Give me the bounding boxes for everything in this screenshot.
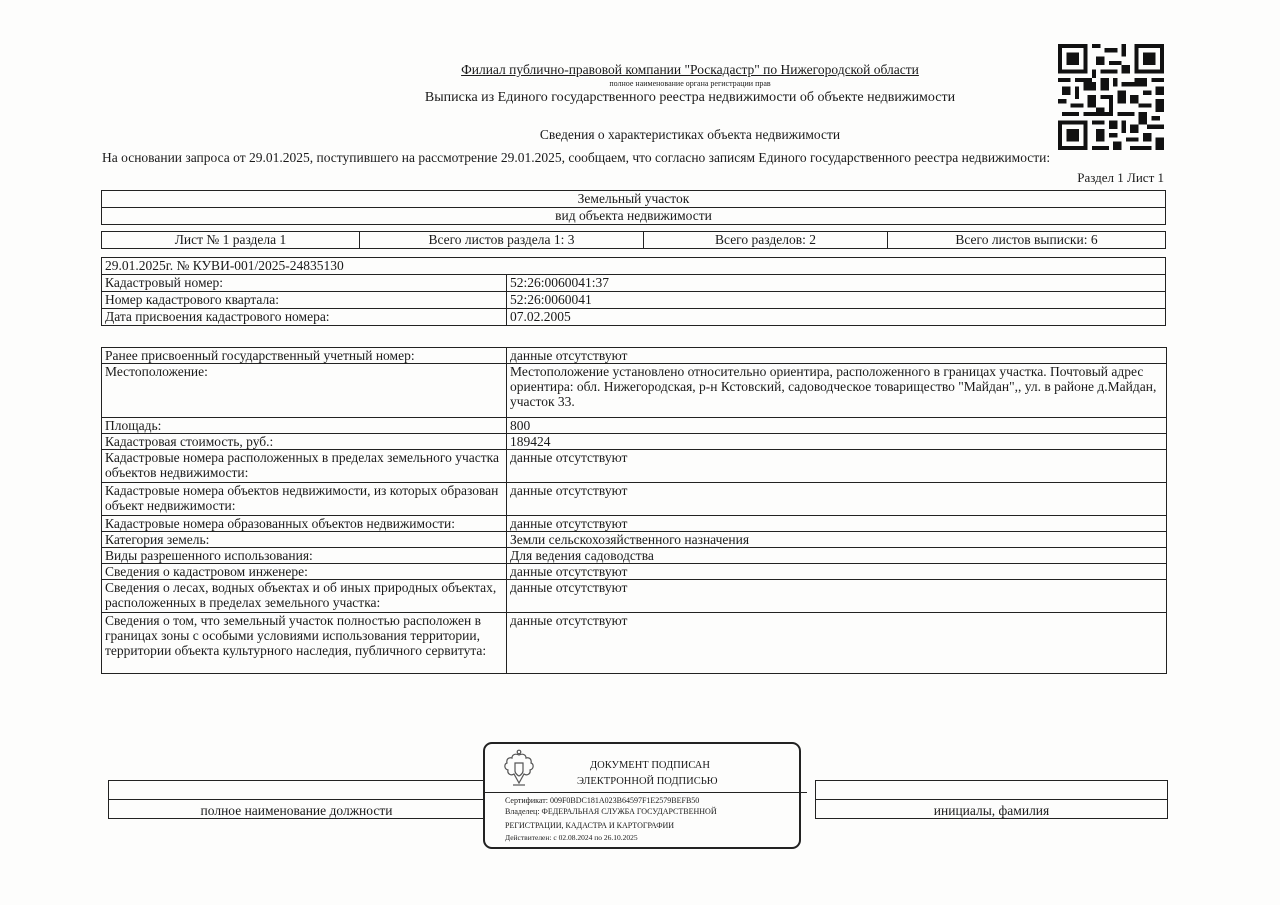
extract-sheets-total: Всего листов выписки: 6 bbox=[888, 232, 1166, 249]
ident-label: Кадастровый номер: bbox=[102, 275, 507, 292]
detail-label: Категория земель: bbox=[102, 532, 507, 548]
detail-value: Для ведения садоводства bbox=[507, 548, 1167, 564]
object-type-table bbox=[101, 190, 1166, 225]
qr-code-icon bbox=[1058, 44, 1164, 150]
ident-label: Дата присвоения кадастрового номера: bbox=[102, 309, 507, 326]
stamp-owner-2: РЕГИСТРАЦИИ, КАДАСТРА И КАРТОГРАФИИ bbox=[505, 821, 675, 830]
stamp-certificate: Сертификат: 009F0BDC181A023B64597F1E2579BEFB50 bbox=[505, 796, 700, 805]
table-row bbox=[102, 532, 1167, 548]
detail-value: 800 bbox=[507, 418, 1167, 434]
details-table bbox=[101, 347, 1167, 674]
table-row bbox=[102, 483, 1167, 516]
ident-value: 52:26:0060041:37 bbox=[507, 275, 1166, 292]
position-caption: полное наименование должности bbox=[109, 800, 485, 819]
table-row bbox=[102, 434, 1167, 450]
detail-value: данные отсутствуют bbox=[507, 516, 1167, 532]
sheets-table bbox=[101, 231, 1166, 249]
section-sheets-total: Всего листов раздела 1: 3 bbox=[360, 232, 644, 249]
detail-value: данные отсутствуют bbox=[507, 348, 1167, 364]
stamp-title-1: ДОКУМЕНТ ПОДПИСАН bbox=[590, 760, 710, 771]
detail-label: Кадастровая стоимость, руб.: bbox=[102, 434, 507, 450]
detail-label: Кадастровые номера расположенных в пределах земельного участка объектов недвижимости: bbox=[102, 450, 507, 483]
object-type: Земельный участок bbox=[102, 191, 1166, 208]
page-reference: Раздел 1 Лист 1 bbox=[1077, 170, 1164, 185]
detail-value: 189424 bbox=[507, 434, 1167, 450]
detail-value: Земли сельскохозяйственного назначения bbox=[507, 532, 1167, 548]
table-row bbox=[102, 564, 1167, 580]
stamp-owner-1: Владелец: ФЕДЕРАЛЬНАЯ СЛУЖБА ГОСУДАРСТВЕННОЙ bbox=[505, 807, 717, 816]
table-row bbox=[102, 580, 1167, 613]
name-caption: инициалы, фамилия bbox=[816, 800, 1168, 819]
basis-text: На основании запроса от 29.01.2025, поступившего на рассмотрение 29.01.2025, сообщаем, что согласно записям Единого государственного реестра недвижимости: bbox=[102, 150, 1051, 165]
table-row bbox=[102, 548, 1167, 564]
detail-value: данные отсутствуют bbox=[507, 483, 1167, 516]
detail-label: Сведения о лесах, водных объектах и об иных природных объектах, расположенных в пределах земельного участка: bbox=[102, 580, 507, 613]
object-type-caption: вид объекта недвижимости bbox=[102, 208, 1166, 225]
electronic-signature-stamp bbox=[483, 742, 801, 849]
organization-name: Филиал публично-правовой компании "Роскадастр" по Нижегородской области bbox=[461, 62, 919, 77]
coat-of-arms-icon bbox=[501, 749, 537, 789]
detail-label: Кадастровые номера объектов недвижимости, из которых образован объект недвижимости: bbox=[102, 483, 507, 516]
stamp-validity: Действителен: с 02.08.2024 по 26.10.2025 bbox=[505, 833, 638, 842]
ident-value: 07.02.2005 bbox=[507, 309, 1166, 326]
organization-caption: полное наименование органа регистрации прав bbox=[609, 79, 771, 88]
identification-table bbox=[101, 257, 1166, 326]
detail-value: Местоположение установлено относительно ориентира, расположенного в границах участка. Почтовый адрес ориентира: обл. Нижегородская, р-н Кстовский, садоводческое товарищество "Майдан",, ул. в районе д.Майдан, участок 33. bbox=[507, 364, 1167, 418]
ident-label: Номер кадастрового квартала: bbox=[102, 292, 507, 309]
table-row bbox=[102, 613, 1167, 674]
ident-value: 52:26:0060041 bbox=[507, 292, 1166, 309]
detail-label: Площадь: bbox=[102, 418, 507, 434]
detail-label: Местоположение: bbox=[102, 364, 507, 418]
table-row bbox=[102, 418, 1167, 434]
sections-total: Всего разделов: 2 bbox=[644, 232, 888, 249]
table-row bbox=[102, 364, 1167, 418]
table-row bbox=[102, 348, 1167, 364]
detail-value: данные отсутствуют bbox=[507, 613, 1167, 674]
sheet-number: Лист № 1 раздела 1 bbox=[102, 232, 360, 249]
table-row bbox=[102, 516, 1167, 532]
detail-value: данные отсутствуют bbox=[507, 580, 1167, 613]
extract-title: Выписка из Единого государственного реестра недвижимости об объекте недвижимости bbox=[424, 90, 956, 105]
detail-label: Виды разрешенного использования: bbox=[102, 548, 507, 564]
detail-value: данные отсутствуют bbox=[507, 450, 1167, 483]
section-title: Сведения о характеристиках объекта недвижимости bbox=[539, 127, 841, 142]
detail-label: Сведения о кадастровом инженере: bbox=[102, 564, 507, 580]
table-row bbox=[102, 450, 1167, 483]
detail-label: Сведения о том, что земельный участок полностью расположен в границах зоны с особыми условиями использования территории, территории объекта культурного наследия, публичного сервитута: bbox=[102, 613, 507, 674]
detail-label: Ранее присвоенный государственный учетный номер: bbox=[102, 348, 507, 364]
document-number: 29.01.2025г. № КУВИ-001/2025-24835130 bbox=[102, 258, 1166, 275]
stamp-title-2: ЭЛЕКТРОННОЙ ПОДПИСЬЮ bbox=[577, 776, 718, 787]
detail-value: данные отсутствуют bbox=[507, 564, 1167, 580]
detail-label: Кадастровые номера образованных объектов недвижимости: bbox=[102, 516, 507, 532]
